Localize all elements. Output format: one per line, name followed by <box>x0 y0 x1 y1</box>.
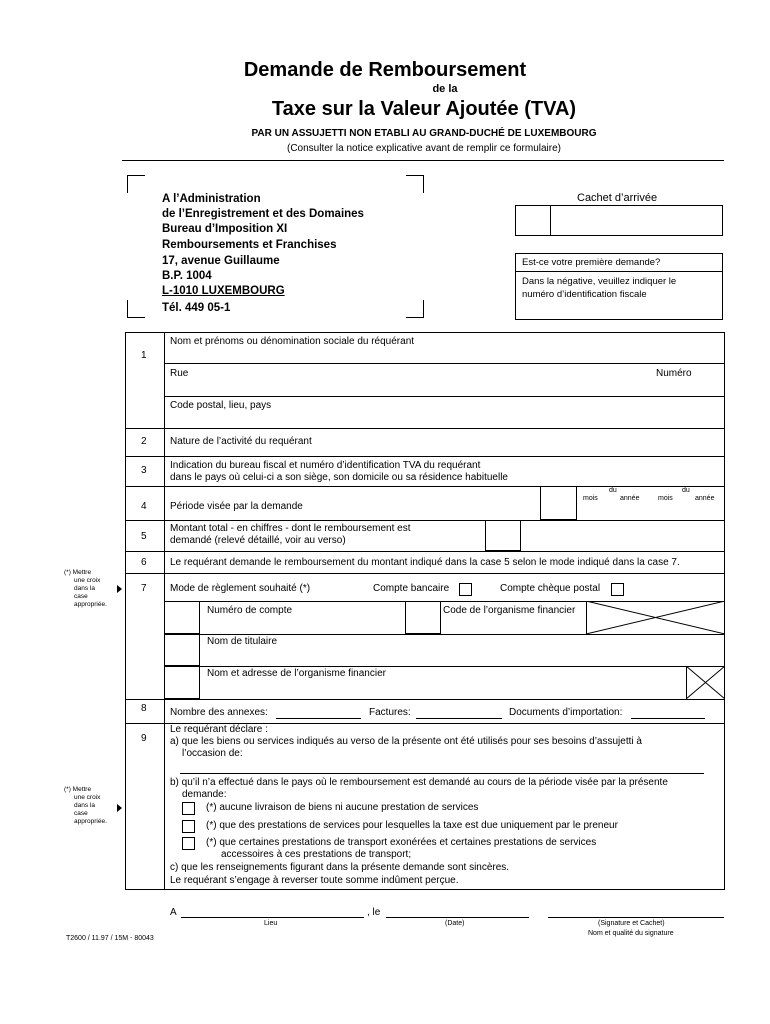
section-number: 7 <box>141 583 147 594</box>
signature-caption: (Signature et Cachet) <box>598 920 665 927</box>
first-request-divider <box>515 271 723 272</box>
org-address-marker-box <box>164 666 200 699</box>
side-note: case <box>74 810 88 817</box>
section-number: 2 <box>141 436 147 447</box>
section-number: 8 <box>141 703 147 714</box>
side-note: dans la <box>74 585 95 592</box>
bank-account-checkbox[interactable] <box>459 583 472 596</box>
form-title-tva: Taxe sur la Valeur Ajoutée (TVA) <box>271 98 577 120</box>
address-bracket-tl <box>127 175 145 193</box>
declaration-a: l’occasion de: <box>182 748 243 759</box>
period-month-label: mois <box>658 495 673 502</box>
side-note: case <box>74 593 88 600</box>
signature-field[interactable] <box>548 917 724 918</box>
form-subtitle: PAR UN ASSUJETTI NON ETABLI AU GRAND-DUCHÉ DE LUXEMBOURG <box>251 128 597 139</box>
period-marker-box[interactable] <box>540 486 577 520</box>
address-line: 17, avenue Guillaume <box>162 255 280 267</box>
header-divider <box>122 160 724 161</box>
arrow-icon <box>117 804 122 812</box>
option-transport-exempt: (*) que certaines prestations de transport exonérées et certaines prestations de services <box>206 837 597 848</box>
period-month-label: mois <box>583 495 598 502</box>
address-line: B.P. 1004 <box>162 270 212 282</box>
period-year-label: année <box>620 495 640 502</box>
amount-input-box[interactable] <box>485 520 521 551</box>
declaration-a: a) que les biens ou services indiqués au verso de la présente ont été utilisés pour ses besoins d’assujetti à <box>170 736 642 747</box>
requester-name-label: Nom et prénoms ou dénomination sociale du réquérant <box>170 336 415 347</box>
address-line: Tél. 449 05-1 <box>162 302 231 314</box>
account-number-label: Numéro de compte <box>207 605 293 616</box>
place-field[interactable] <box>181 917 364 918</box>
payment-mode-label: Mode de règlement souhaité (*) <box>170 583 311 594</box>
address-line: A l’Administration <box>162 193 261 205</box>
org-code-label: Code de l’organisme financier <box>443 605 576 616</box>
declaration-b: b) qu’il n’a effectué dans le pays où le remboursement est demandé au cours de la période visée par la présente <box>170 777 668 788</box>
street-label: Rue <box>170 368 189 379</box>
transport-exempt-checkbox[interactable] <box>182 837 195 850</box>
address-line: L-1010 LUXEMBOURG <box>162 285 285 297</box>
side-note: appropriée. <box>74 818 107 825</box>
period-to-label: du <box>682 487 690 494</box>
cachet-inner-box <box>515 205 551 236</box>
place-prefix: A <box>170 907 177 918</box>
section-number: 9 <box>141 733 147 744</box>
declaration-c: c) que les renseignements figurant dans la présente demande sont sincères. <box>170 862 510 873</box>
form-title-connector: de la <box>432 83 458 95</box>
section-number: 4 <box>141 501 147 512</box>
date-prefix: , le <box>367 907 381 918</box>
declaration-b: demande: <box>182 789 227 800</box>
import-docs-field[interactable] <box>631 718 705 719</box>
crossed-out-cell <box>586 601 725 634</box>
section-number: 1 <box>141 350 147 361</box>
occasion-field[interactable] <box>180 773 704 774</box>
annexes-label: Nombre des annexes: <box>170 707 268 718</box>
address-bracket-bl <box>127 300 145 318</box>
crossed-out-cell <box>686 666 725 699</box>
address-line: de l’Enregistrement et des Domaines <box>162 208 364 220</box>
section-number: 3 <box>141 465 147 476</box>
side-note: dans la <box>74 802 95 809</box>
first-request-question: Est-ce votre première demande? <box>522 257 661 268</box>
option-services-reverse-charge: (*) que des prestations de services pour lesquelles la taxe est due uniquement par le preneur <box>206 820 618 831</box>
amount-label: Montant total - en chiffres - dont le remboursement est <box>170 523 411 534</box>
section-number: 6 <box>141 557 147 568</box>
side-note: une croix <box>74 794 101 801</box>
side-note: une croix <box>74 577 101 584</box>
form-title: Demande de Remboursement <box>243 59 527 81</box>
bank-account-label: Compte bancaire <box>373 583 450 594</box>
address-line: Bureau d’Imposition XI <box>162 223 288 235</box>
option-no-supply: (*) aucune livraison de biens ni aucune prestation de services <box>206 802 479 813</box>
period-year-label: année <box>695 495 715 502</box>
no-supply-checkbox[interactable] <box>182 802 195 815</box>
side-note: appropriée. <box>74 601 107 608</box>
services-reverse-charge-checkbox[interactable] <box>182 820 195 833</box>
form-reference: T2600 / 11.97 / 15M - 80043 <box>66 935 154 942</box>
annexes-field[interactable] <box>276 718 361 719</box>
tax-office-label: Indication du bureau fiscal et numéro d’identification TVA du requérant <box>170 460 481 471</box>
side-note: (*) Mettre <box>64 569 92 576</box>
side-note: (*) Mettre <box>64 786 92 793</box>
option-transport-exempt: accessoires à ces prestations de transport; <box>221 849 412 860</box>
address-line: Remboursements et Franchises <box>162 239 337 251</box>
org-code-marker-box <box>405 601 441 634</box>
invoices-label: Factures: <box>369 707 411 718</box>
invoices-field[interactable] <box>416 718 502 719</box>
section-number: 5 <box>141 531 147 542</box>
account-marker-box <box>164 601 200 634</box>
date-field[interactable] <box>386 917 529 918</box>
account-holder-label: Nom de titulaire <box>207 636 278 647</box>
activity-label: Nature de l’activité du requérant <box>170 436 312 447</box>
amount-label: demandé (relevé détaillé, voir au verso) <box>170 535 346 546</box>
name-quality-caption: Nom et qualité du signature <box>588 930 674 937</box>
arrow-icon <box>117 585 122 593</box>
org-address-label: Nom et adresse de l’organisme financier <box>207 668 386 679</box>
address-bracket-br <box>406 300 424 318</box>
import-docs-label: Documents d’importation: <box>509 707 623 718</box>
repayment-commitment: Le requérant s’engage à reverser toute somme indûment perçue. <box>170 875 459 886</box>
street-number-label: Numéro <box>656 368 692 379</box>
tax-office-label: dans le pays où celui-ci a son siège, son domicile ou sa résidence habituelle <box>170 472 508 483</box>
address-bracket-tr <box>406 175 424 193</box>
postal-code-label: Code postal, lieu, pays <box>170 400 272 411</box>
cachet-label: Cachet d’arrivée <box>577 192 658 204</box>
place-caption: Lieu <box>264 920 278 927</box>
holder-marker-box <box>164 634 200 666</box>
postal-account-label: Compte chèque postal <box>500 583 601 594</box>
first-request-hint: Dans la négative, veuillez indiquer le <box>522 276 677 287</box>
first-request-hint: numéro d’identification fiscale <box>522 289 647 300</box>
postal-account-checkbox[interactable] <box>611 583 624 596</box>
period-label: Période visée par la demande <box>170 501 303 512</box>
form-note: (Consulter la notice explicative avant de remplir ce formulaire) <box>286 143 561 154</box>
declaration-title: Le requérant déclare : <box>170 724 268 735</box>
date-caption: (Date) <box>445 920 465 927</box>
reimbursement-statement: Le requérant demande le remboursement du montant indiqué dans la case 5 selon le mode indiqué dans la case 7. <box>170 557 680 568</box>
period-from-label: du <box>609 487 617 494</box>
